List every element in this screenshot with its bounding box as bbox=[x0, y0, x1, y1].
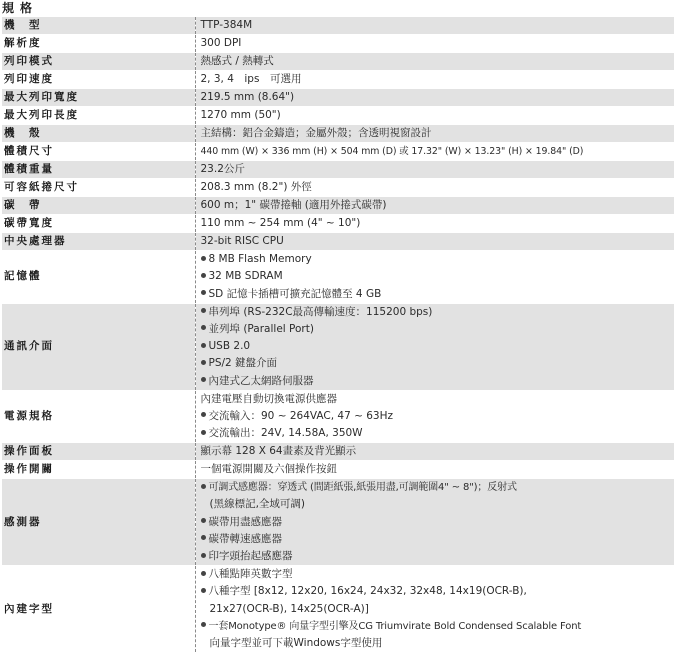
bullet-icon bbox=[201, 484, 206, 489]
spec-row-cpu bbox=[2, 233, 674, 251]
spec-label: 列印速度 bbox=[2, 71, 195, 89]
spec-label: 碳帶寬度 bbox=[2, 215, 195, 233]
bullet-icon bbox=[201, 273, 206, 278]
spec-row-memory bbox=[2, 251, 674, 304]
list-item: SD 記憶卡插槽可擴充記憶體至 4 GB bbox=[201, 286, 675, 303]
list-item: PS/2 鍵盤介面 bbox=[201, 355, 675, 372]
spec-value: 主結構：鋁合金鑄造；金屬外殼；含透明視窗設計 bbox=[195, 125, 674, 143]
spec-row-interfaces bbox=[2, 303, 674, 390]
list-item: 八種點陣英數字型 bbox=[201, 566, 675, 583]
list-item: 串列埠 (RS-232C最高傳輸速度：115200 bps) bbox=[201, 304, 675, 321]
list-item-continued: 向量字型並可下載Windows字型使用 bbox=[209, 636, 383, 649]
list-intro: 內建電壓自動切換電源供應器 bbox=[200, 392, 337, 405]
spec-label: 機 殼 bbox=[2, 125, 195, 143]
list-item: 並列埠 (Parallel Port) bbox=[201, 321, 675, 338]
spec-row-model bbox=[2, 17, 674, 35]
spec-heading: 規格 bbox=[2, 1, 39, 15]
bullet-icon bbox=[201, 290, 206, 295]
list-item: 交流輸入：90 ~ 264VAC, 47 ~ 63Hz bbox=[201, 408, 675, 425]
list-item: 印字頭抬起感應器 bbox=[201, 548, 675, 565]
spec-label: 列印模式 bbox=[2, 53, 195, 71]
bullet-icon bbox=[201, 360, 206, 365]
spec-table bbox=[2, 17, 674, 653]
list-item: 32 MB SDRAM bbox=[201, 268, 675, 285]
spec-value: 2, 3, 4 ips 可選用 bbox=[195, 71, 674, 89]
bullet-icon bbox=[201, 553, 206, 558]
bullet-icon bbox=[201, 518, 206, 523]
bullet-icon bbox=[201, 430, 206, 435]
bullet-icon bbox=[201, 308, 206, 313]
spec-value: 23.2公斤 bbox=[195, 161, 674, 179]
list-item: USB 2.0 bbox=[201, 338, 675, 355]
spec-value: 110 mm ~ 254 mm (4" ~ 10") bbox=[195, 215, 674, 233]
spec-value: 600 m；1" 碳帶捲軸 (適用外捲式碳帶) bbox=[195, 197, 674, 215]
spec-row-sensors bbox=[2, 479, 674, 566]
spec-value: 219.5 mm (8.64") bbox=[195, 89, 674, 107]
spec-label: 電源規格 bbox=[2, 390, 195, 443]
spec-label: 碳 帶 bbox=[2, 197, 195, 215]
bullet-icon bbox=[201, 535, 206, 540]
spec-label: 內建字型 bbox=[2, 566, 195, 653]
bullet-icon bbox=[201, 588, 206, 593]
spec-value: 208.3 mm (8.2") 外徑 bbox=[195, 179, 674, 197]
spec-row-weight bbox=[2, 161, 674, 179]
spec-row-print-mode bbox=[2, 53, 674, 71]
spec-label: 體積尺寸 bbox=[2, 143, 195, 161]
bullet-icon bbox=[201, 571, 206, 576]
spec-label: 操作面板 bbox=[2, 443, 195, 461]
spec-label: 中央處理器 bbox=[2, 233, 195, 251]
spec-label: 操作開關 bbox=[2, 461, 195, 479]
spec-row-print-speed bbox=[2, 71, 674, 89]
spec-label: 機 型 bbox=[2, 17, 195, 35]
spec-value: 熱感式 / 熱轉式 bbox=[195, 53, 674, 71]
bullet-icon bbox=[201, 325, 206, 330]
bullet-icon bbox=[201, 412, 206, 417]
spec-row-ribbon-width bbox=[2, 215, 674, 233]
list-item: 碳帶用盡感應器 bbox=[201, 514, 675, 531]
bullet-icon bbox=[201, 377, 206, 382]
list-item: 內建式乙太網路伺服器 bbox=[201, 373, 675, 390]
spec-label: 體積重量 bbox=[2, 161, 195, 179]
spec-value: 一個電源開關及六個操作按鈕 bbox=[195, 461, 674, 479]
spec-value: 440 mm (W) × 336 mm (H) × 504 mm (D) 或 17.32" (W) × 13.23" (H) × 19.84" (D) bbox=[200, 146, 584, 157]
spec-label: 感測器 bbox=[2, 479, 195, 566]
bullet-icon bbox=[201, 622, 206, 627]
spec-row-paper-roll bbox=[2, 179, 674, 197]
spec-label: 記憶體 bbox=[2, 251, 195, 304]
list-item: 八種字型 [8x12, 12x20, 16x24, 24x32, 32x48, 14x19(OCR-B), bbox=[201, 583, 675, 600]
spec-row-max-width bbox=[2, 89, 674, 107]
spec-value: 顯示幕 128 X 64畫素及背光顯示 bbox=[195, 443, 674, 461]
spec-row-resolution bbox=[2, 35, 674, 53]
spec-row-switches bbox=[2, 461, 674, 479]
spec-label: 通訊介面 bbox=[2, 303, 195, 390]
spec-label: 最大列印寬度 bbox=[2, 89, 195, 107]
spec-row-housing bbox=[2, 125, 674, 143]
list-item: 交流輸出：24V, 14.58A, 350W bbox=[201, 425, 675, 442]
spec-label: 解析度 bbox=[2, 35, 195, 53]
spec-row-power bbox=[2, 390, 674, 443]
bullet-icon bbox=[201, 343, 206, 348]
spec-row-dimensions bbox=[2, 143, 674, 161]
list-item: 碳帶轉速感應器 bbox=[201, 531, 675, 548]
spec-label: 最大列印長度 bbox=[2, 107, 195, 125]
spec-value: 1270 mm (50") bbox=[195, 107, 674, 125]
spec-value: 300 DPI bbox=[195, 35, 674, 53]
list-item: 可調式感應器：穿透式 (間距紙張,紙張用盡,可調範圍4" ~ 8")；反射式 bbox=[201, 479, 675, 496]
spec-value: 32-bit RISC CPU bbox=[195, 233, 674, 251]
bullet-icon bbox=[201, 256, 206, 261]
spec-label: 可容紙捲尺寸 bbox=[2, 179, 195, 197]
list-item: 8 MB Flash Memory bbox=[201, 251, 675, 268]
spec-row-fonts bbox=[2, 566, 674, 653]
list-item-continued: (黑線標記,全域可調) bbox=[209, 498, 306, 511]
spec-row-max-length bbox=[2, 107, 674, 125]
list-item-continued: 21x27(OCR-B), 14x25(OCR-A)] bbox=[209, 602, 369, 615]
spec-row-ribbon bbox=[2, 197, 674, 215]
spec-row-panel bbox=[2, 443, 674, 461]
list-item: 一套Monotype® 向量字型引擎及CG Triumvirate Bold Condensed Scalable Font bbox=[201, 618, 675, 635]
spec-value: TTP-384M bbox=[195, 17, 674, 35]
